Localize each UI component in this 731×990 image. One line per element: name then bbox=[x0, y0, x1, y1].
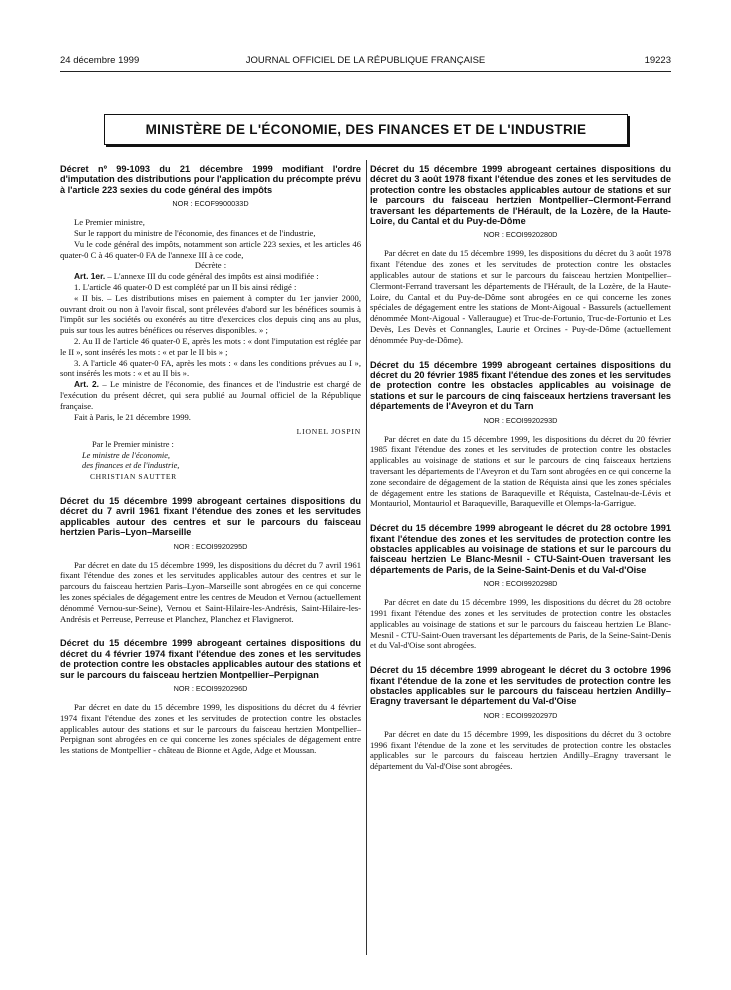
article-text: – L'annexe III du code général des impôts est ainsi modifiée : bbox=[105, 271, 319, 282]
decree-title: Décret du 15 décembre 1999 abrogeant certaines dispositions du décret du 3 août 1978 fixant l'étendue des zones et les servitudes de protection contre les obstacles applicables autour de stations et sur le parcours du faisceau hertzien Montpellier–Clermont-Ferrand traversant les départements de l'Hérault, de la Lozère, de la Haute-Loire, du Cantal et du Puy-de-Dôme bbox=[370, 164, 671, 227]
decrete-label: Décrète : bbox=[194, 260, 227, 271]
article-label: Art. 1er. bbox=[74, 271, 106, 282]
minister-name: CHRISTIAN SAUTTER bbox=[90, 471, 177, 481]
paragraph: Le Premier ministre, bbox=[74, 217, 145, 228]
paragraph: 3. A l'article 46 quater-0 FA, après les mots : « dans les conditions prévues au I », sont insérés les mots : « et au II bis ». bbox=[60, 357, 361, 379]
header-date: 24 décembre 1999 bbox=[60, 55, 140, 66]
decree-body: Par décret en date du 15 décembre 1999, les dispositions du décret du 3 octobre 1996 fixant l'étendue de la zone et les servitudes de protection contre les obstacles applicables sur le parcours du faisceau hertzien Andilly–Eragny traversant le département du Val-d'Oise sont abrogées. bbox=[370, 728, 671, 772]
nor-reference: NOR : ECOI9920280D bbox=[483, 230, 558, 240]
decree-title: Décret du 15 décembre 1999 abrogeant le décret du 3 octobre 1996 fixant l'étendue de la zone et les servitudes de protection contre les obstacles applicables sur le parcours du faisceau hertzien Andilly–Eragny traversant le département du Val-d'Oise bbox=[370, 665, 671, 707]
article-1 bbox=[60, 271, 361, 282]
left-column bbox=[60, 164, 361, 756]
decree-body: Par décret en date du 15 décembre 1999, les dispositions du décret du 28 octobre 1991 fixant l'étendue des zones et les servitudes de protection contre les obstacles applicables au voisinage de stations et sur le parcours du faisceau hertzien Le Blanc-Mesnil - CTU-Saint-Ouen traversant les départements de Paris, de la Seine-Saint-Denis et du Val-d'Oise sont abrogées. bbox=[370, 597, 671, 651]
paragraph: Vu le code général des impôts, notamment son article 223 sexies, et les articles 46 quater-0 C à 46 quater-0 FA de l'annexe III à ce code, bbox=[60, 238, 361, 260]
ministry-title: MINISTÈRE DE L'ÉCONOMIE, DES FINANCES ET DE L'INDUSTRIE bbox=[145, 122, 587, 137]
decree-title: Décret du 15 décembre 1999 abrogeant le décret du 28 octobre 1991 fixant l'étendue des zones et les servitudes de protection contre les obstacles applicables au voisinage de stations et sur le parcours du faisceau hertzien Le Blanc-Mesnil - CTU-Saint-Ouen traversant les départements de Paris, de la Seine-Saint-Denis et du Val-d'Oise bbox=[370, 523, 671, 575]
header-rule bbox=[60, 71, 671, 72]
decree-body: Par décret en date du 15 décembre 1999, les dispositions du décret du 20 février 1985 fixant l'étendue des zones et les servitudes de protection contre les obstacles applicables au voisinage de stations et sur le parcours de cinq faisceaux hertziens traversant les départements de l'Aveyron et du Tarn sont abrogées en ce qui concerne la zone secondaire de dégagement de la station de Réquista ainsi que les zones spéciales de dégagement entre les stations de Baraqueville et Réquista, Castelnau-de-Lévis et Montauriol, Montauriol et Baraqueville, Baraqueville et Olemps-la-Garrigue. bbox=[370, 433, 671, 509]
decree-paris-lyon-marseille bbox=[60, 496, 361, 624]
right-column bbox=[370, 164, 671, 772]
decree-montpellier-clermont bbox=[370, 164, 671, 346]
decree-blanc-mesnil bbox=[370, 523, 671, 651]
decree-aveyron-tarn bbox=[370, 360, 671, 510]
article-2 bbox=[60, 379, 361, 411]
header-page-number: 19223 bbox=[644, 55, 671, 66]
paragraph: 2. Au II de l'article 46 quater-0 E, après les mots : « dont l'imputation est réglée par le II », sont insérés les mots : « et par le II bis » ; bbox=[60, 335, 361, 357]
decree-title: Décret du 15 décembre 1999 abrogeant certaines dispositions du décret du 4 février 1974 fixant l'étendue des zones et les servitudes de protection contre les obstacles applicables autour des stations et sur le parcours du faisceau hertzien Montpellier–Perpignan bbox=[60, 638, 361, 680]
paragraph: Sur le rapport du ministre de l'économie, des finances et de l'industrie, bbox=[74, 228, 316, 239]
decree-body: Par décret en date du 15 décembre 1999, les dispositions du décret du 7 avril 1961 fixant l'étendue des zones et les servitudes applicables autour des centres et sur le parcours du faisceau hertzien Paris–Lyon–Marseille sont abrogées en ce qui concerne les zones spéciales de dégagement entre les centres de Meudon et Vernou (actuellement dénommé Vernou-sur-Seine), Vernou et Saint-Hilaire-les-Andrésis, Saint-Hilaire-les-Andrésis et Perreuse, Perreuse et Planchez, Planchez et Flavignerot. bbox=[60, 559, 361, 624]
nor-reference: NOR : ECOI9920296D bbox=[173, 684, 248, 694]
decree-body: Par décret en date du 15 décembre 1999, les dispositions du décret du 3 août 1978 fixant l'étendue des zones et les servitudes de protection contre les obstacles applicables autour de stations et sur le parcours du faisceau hertzien Montpellier–Clermont-Ferrand traversant les départements de l'Hérault, de la Lozère, de la Haute-Loire, du Cantal et du Puy-de-Dôme sont abrogées en ce qui concerne les zones spéciales de dégagement entre les stations de Mont-Aigoual - Bassurels (actuellement dénommée Mont-Aigoual - Valleraugue) et Truc-de-Fortunio, Truc-de-Fortunio et Les Devès, Les Devès et Connangles, Laurie et Orcines - Puy-de-Dôme (actuellement dénommée Puy-de-Dôme). bbox=[370, 248, 671, 345]
nor-reference: NOR : ECOI9920295D bbox=[173, 541, 248, 551]
column-divider bbox=[366, 160, 367, 955]
nor-reference: NOR : ECOF9900033D bbox=[172, 199, 249, 209]
decree-99-1093 bbox=[60, 164, 361, 482]
nor-reference: NOR : ECOI9920293D bbox=[483, 415, 558, 425]
ministry-heading bbox=[104, 114, 628, 145]
nor-reference: NOR : ECOI9920297D bbox=[483, 710, 558, 720]
decree-title: Décret nº 99-1093 du 21 décembre 1999 modifiant l'ordre d'imputation des distributions pour l'application du précompte prévu à l'article 223 sexies du code général des impôts bbox=[60, 164, 361, 195]
paragraph: 1. L'article 46 quater-0 D est complété par un II bis ainsi rédigé : bbox=[74, 282, 297, 292]
nor-reference: NOR : ECOI9920298D bbox=[483, 579, 558, 589]
article-label: Art. 2. bbox=[74, 379, 99, 390]
decree-andilly-eragny bbox=[370, 665, 671, 772]
article-text: – Le ministre de l'économie, des finances et de l'industrie est chargé de l'exécution du présent décret, qui sera publié au Journal officiel de la République française. bbox=[60, 379, 361, 411]
signature-prime-minister: LIONEL JOSPIN bbox=[296, 427, 361, 437]
header-journal-title: JOURNAL OFFICIEL DE LA RÉPUBLIQUE FRANÇAISE bbox=[245, 55, 486, 66]
page-header bbox=[60, 55, 671, 69]
minister-title-line2: des finances et de l'industrie, bbox=[82, 461, 180, 471]
countersignature bbox=[82, 440, 361, 482]
countersign-intro: Par le Premier ministre : bbox=[92, 440, 174, 450]
decree-montpellier-perpignan bbox=[60, 638, 361, 756]
paragraph: « II bis. – Les distributions mises en paiement à compter du 1er janvier 2000, ouvrant droit ou non à l'avoir fiscal, sont prélevées d'abord sur les bénéfices soumis à l'impôt sur les sociétés ou exonérés au titre d'exercices clos depuis cinq ans au plus, puis sur tous les autres bénéfices ou réserves disponibles. » ; bbox=[60, 292, 361, 336]
minister-title-line1: Le ministre de l'économie, bbox=[82, 450, 171, 460]
paragraph: Fait à Paris, le 21 décembre 1999. bbox=[74, 411, 191, 422]
decree-title: Décret du 15 décembre 1999 abrogeant certaines dispositions du décret du 20 février 1985 fixant l'étendue des zones et les servitudes de protection contre les obstacles applicables au voisinage de stations et sur le parcours de cinq faisceaux hertziens traversant les départements de l'Aveyron et du Tarn bbox=[370, 359, 671, 412]
decree-body: Par décret en date du 15 décembre 1999, les dispositions du décret du 4 février 1974 fixant l'étendue des zones et les servitudes de protection contre les obstacles applicables autour des stations et sur le parcours du faisceau hertzien Montpellier–Perpignan sont abrogées en ce qui concerne les zones spéciales de dégagement entre les stations de Montpellier - château de Bionne et Agde, Adge et Moussan. bbox=[60, 702, 361, 756]
decree-title: Décret du 15 décembre 1999 abrogeant certaines dispositions du décret du 7 avril 1961 fixant l'étendue des zones et les servitudes applicables autour des centres et sur le parcours du faisceau hertzien Paris–Lyon–Marseille bbox=[60, 495, 361, 538]
